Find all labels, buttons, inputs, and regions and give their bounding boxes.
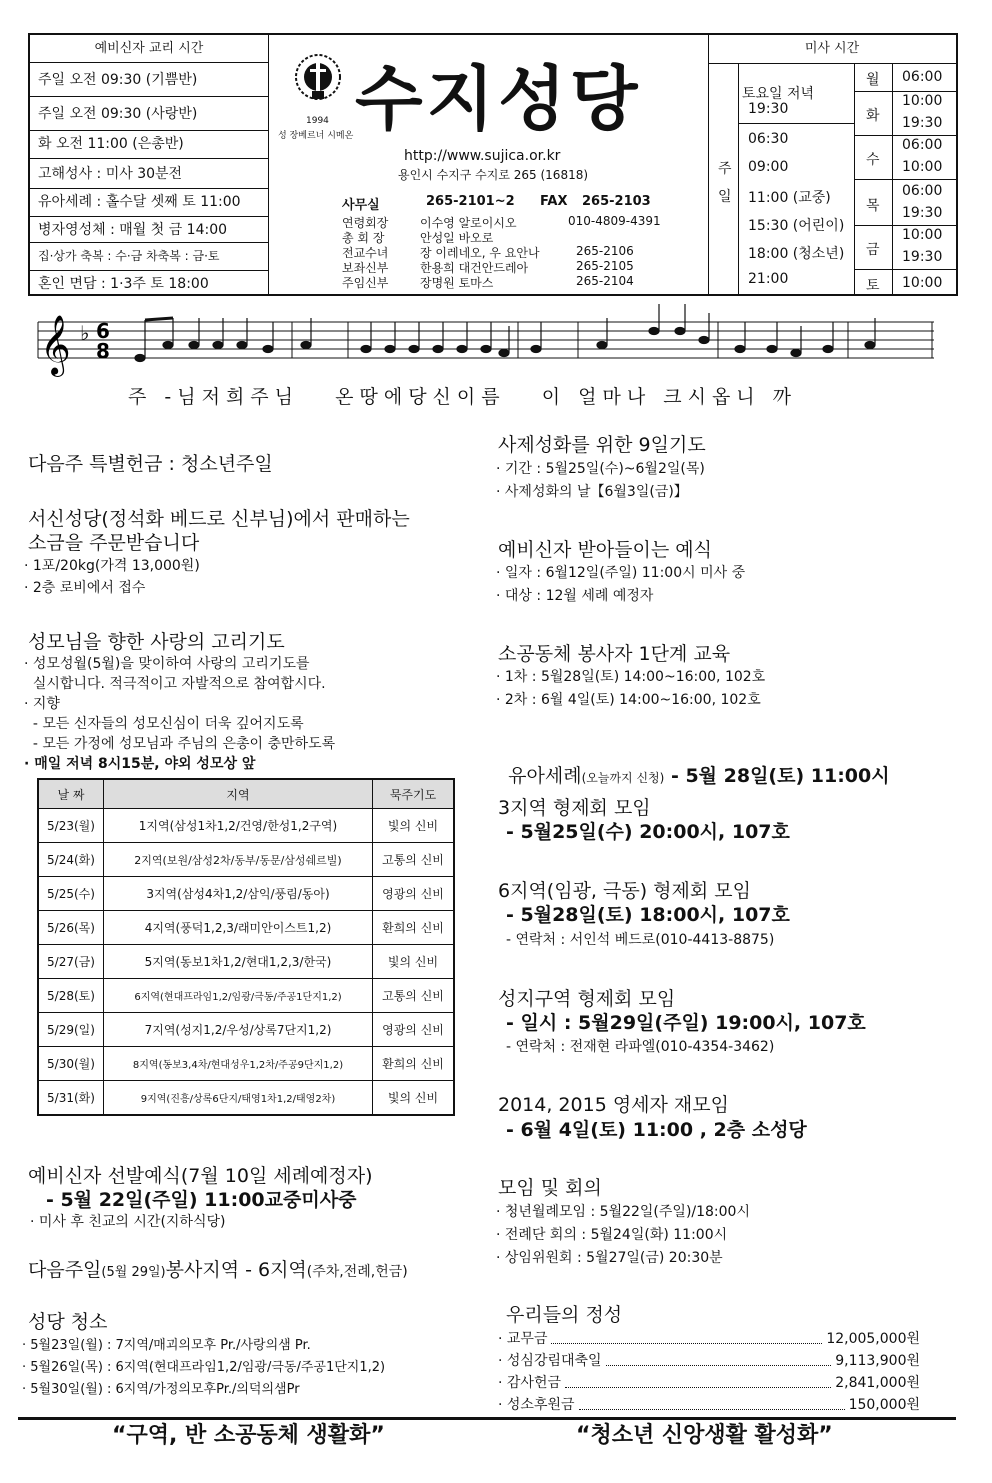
weekday-time: 06:00 xyxy=(902,69,943,85)
catechumen-date: - 5월 22일(주일) 11:00교중미사중 xyxy=(46,1189,357,1211)
district6-title: 6지역(임광, 극동) 형제회 모임 xyxy=(498,880,751,902)
svg-text:♭: ♭ xyxy=(80,321,90,345)
reunion-date: - 6월 4일(토) 11:00 , 2층 소성당 xyxy=(506,1119,807,1141)
offering-amount: 12,005,000원 xyxy=(826,1331,920,1347)
district-cell: 2지역(보원/삼성2차/동부/동문/삼성쉐르빌) xyxy=(104,843,373,877)
weekday-label: 토 xyxy=(866,278,880,294)
blessing-row: 집·상가 축복 : 수·금 차축복 : 금·토 xyxy=(30,243,268,271)
infant-baptism xyxy=(498,742,890,788)
table-header-row xyxy=(38,779,454,809)
table-row xyxy=(38,843,454,877)
fax-label: FAX xyxy=(540,194,568,209)
date-cell: 5/26(목) xyxy=(38,911,104,945)
staff-name: 한용희 대건안드레아 xyxy=(420,261,529,275)
mystery-cell: 환희의 신비 xyxy=(373,1047,455,1081)
cleaning-title: 성당 청소 xyxy=(28,1311,108,1333)
catechism-row: 주일 오전 09:30 (사랑반) xyxy=(30,97,268,131)
sunday-time: 21:00 xyxy=(748,271,789,287)
staff-phone: 265-2104 xyxy=(576,274,634,288)
divider xyxy=(708,35,709,294)
weekday-time: 10:00 xyxy=(902,227,943,243)
divider xyxy=(854,91,956,92)
table-row xyxy=(38,1013,454,1047)
sunday-time: 18:00 (청소년) xyxy=(748,246,845,262)
church-name: 수지성당 xyxy=(355,58,642,140)
weekday-time: 10:00 xyxy=(902,159,943,175)
mystery-cell: 영광의 신비 xyxy=(373,1013,455,1047)
fax-number: 265-2103 xyxy=(582,194,651,209)
footer-slogan-right: “청소년 신앙생활 활성화” xyxy=(576,1423,833,1448)
date-cell: 5/29(일) xyxy=(38,1013,104,1047)
address: 용인시 수지구 수지로 265 (16818) xyxy=(398,168,589,182)
logo-caption: 성 장베르너 시메온 xyxy=(278,131,354,141)
accept-title: 예비신자 받아들이는 예식 xyxy=(498,539,712,561)
footer-slogan-left: “구역, 반 소공동체 생활화” xyxy=(112,1423,385,1448)
date-cell: 5/30(월) xyxy=(38,1047,104,1081)
accept-item: · 일자 : 6월12일(주일) 11:00시 미사 중 xyxy=(496,565,746,581)
mystery-cell: 빛의 신비 xyxy=(373,945,455,979)
divider xyxy=(738,63,739,294)
offering-label: · 감사헌금 xyxy=(498,1375,561,1391)
staff-role: 주임신부 xyxy=(342,276,389,290)
district-cell: 1지역(삼성1차1,2/건영/한성1,2구역) xyxy=(104,809,373,843)
dot-leader xyxy=(579,1394,845,1410)
dot-leader xyxy=(565,1372,831,1388)
district6-date: - 5월28일(토) 18:00시, 107호 xyxy=(506,904,790,926)
accept-item: · 대상 : 12월 세례 예정자 xyxy=(496,588,654,604)
meeting-item: · 상임위원회 : 5월27일(금) 20:30분 xyxy=(496,1250,723,1266)
district3-title: 3지역 형제회 모임 xyxy=(498,797,651,819)
divider xyxy=(854,135,956,136)
weekday-time: 06:00 xyxy=(902,137,943,153)
confession-row: 고해성사 : 미사 30분전 xyxy=(30,159,268,189)
office-label: 사무실 xyxy=(342,198,380,213)
special-offering: 다음주 특별헌금 : 청소년주일 xyxy=(28,453,273,475)
service-mid: 봉사지역 - 6지역 xyxy=(165,1259,307,1281)
hymn-lyrics: 주 -님저희주님 온땅에당신이름 이 얼마나 크시옵니 까 xyxy=(128,386,798,408)
catechism-row: 화 오전 11:00 (은총반) xyxy=(30,131,268,159)
salt-title: 소금을 주문받습니다 xyxy=(28,532,200,554)
date-cell: 5/27(금) xyxy=(38,945,104,979)
sunday-time: 06:30 xyxy=(748,131,789,147)
date-cell: 5/31(화) xyxy=(38,1081,104,1116)
weekday-label: 월 xyxy=(866,72,880,88)
weekday-label: 금 xyxy=(866,242,880,258)
offering-label: · 성소후원금 xyxy=(498,1397,575,1413)
table-row xyxy=(38,911,454,945)
baptism-label: 유아세례 xyxy=(508,765,582,787)
svg-text:6: 6 xyxy=(96,319,110,343)
sunday-time: 11:00 (교중) xyxy=(748,190,831,206)
sunday-time: 15:30 (어린이) xyxy=(748,218,845,234)
cross-icon xyxy=(288,47,348,117)
website-link[interactable]: http://www.sujica.or.kr xyxy=(404,148,561,164)
district-cell: 3지역(삼성4차1,2/삼익/풍림/동아) xyxy=(104,877,373,911)
sungji-date: - 일시 : 5월29일(주일) 19:00시, 107호 xyxy=(506,1012,866,1034)
table-row xyxy=(38,809,454,843)
weekday-time: 10:00 xyxy=(902,275,943,291)
novena-item: · 사제성화의 날【6월3일(금)】 xyxy=(496,484,688,500)
rosary-line: - 모든 가정에 성모님과 주님의 은총이 충만하도록 xyxy=(24,736,336,752)
service-note: (주차,전례,헌금) xyxy=(306,1264,408,1280)
weekday-time: 10:00 xyxy=(902,93,943,109)
cleaning-item: · 5월23일(월) : 7지역/매괴의모후 Pr./사랑의샘 Pr. xyxy=(22,1338,311,1353)
table-row xyxy=(38,1047,454,1081)
offering-label: · 교무금 xyxy=(498,1331,548,1347)
rosary-title: 성모님을 향한 사랑의 고리기도 xyxy=(28,631,285,653)
offering-row xyxy=(498,1350,920,1370)
weekday-time: 06:00 xyxy=(902,183,943,199)
weekday-time: 19:30 xyxy=(902,205,943,221)
header-box xyxy=(28,33,958,296)
district-cell: 9지역(진흥/상록6단지/태영1차1,2/태영2차) xyxy=(104,1081,373,1116)
divider xyxy=(854,269,956,270)
offering-amount: 9,113,900원 xyxy=(835,1353,920,1369)
catechumen-note: · 미사 후 친교의 시간(지하식당) xyxy=(30,1214,226,1230)
table-header: 묵주기도 xyxy=(373,779,455,809)
meeting-title: 모임 및 회의 xyxy=(498,1177,602,1199)
table-header: 날 짜 xyxy=(38,779,104,809)
weekday-time: 19:30 xyxy=(902,249,943,265)
saturday-evening-time: 19:30 xyxy=(748,101,789,117)
rosary-schedule-table xyxy=(37,778,455,1116)
baptism-date: - 5월 28일(토) 11:00시 xyxy=(664,765,890,787)
cleaning-item: · 5월30일(월) : 6지역/가정의모후Pr./의덕의샘Pr xyxy=(22,1382,300,1397)
dot-leader xyxy=(551,1328,822,1344)
music-notation-icon xyxy=(28,300,940,380)
sick-communion-row: 병자영성체 : 매월 첫 금 14:00 xyxy=(30,217,268,243)
table-row xyxy=(38,979,454,1013)
divider xyxy=(854,225,956,226)
service-district xyxy=(28,1255,408,1282)
novena-item: · 기간 : 5월25일(수)~6월2일(목) xyxy=(496,461,705,477)
cleaning-item: · 5월26일(목) : 6지역(현대프라임1,2/임광/극동/주공1단지1,2) xyxy=(22,1360,386,1375)
novena-title: 사제성화를 위한 9일기도 xyxy=(498,434,706,456)
baptism-row: 유아세례 : 홀수달 셋째 토 11:00 xyxy=(30,189,268,217)
staff-name: 장 이레네오, 우 요안나 xyxy=(420,246,540,260)
district-cell: 8지역(동보3,4차/현대성우1,2차/주공9단지1,2) xyxy=(104,1047,373,1081)
church-logo xyxy=(288,47,348,117)
weekday-label: 수 xyxy=(866,152,880,168)
district-cell: 4지역(풍덕1,2,3/래미안이스트1,2) xyxy=(104,911,373,945)
catechism-title: 예비신자 교리 시간 xyxy=(30,35,268,63)
date-cell: 5/25(수) xyxy=(38,877,104,911)
staff-role: 전교수녀 xyxy=(342,246,389,260)
mystery-cell: 빛의 신비 xyxy=(373,809,455,843)
rosary-time: · 매일 저녁 8시15분, 야외 성모상 앞 xyxy=(24,756,256,772)
staff-name: 안성일 바오로 xyxy=(420,231,494,245)
district-cell: 5지역(동보1차1,2/현대1,2,3/한국) xyxy=(104,945,373,979)
staff-role: 연령회장 xyxy=(342,216,389,230)
district-cell: 6지역(현대프라임1,2/임광/극동/주공1단지1,2) xyxy=(104,979,373,1013)
date-cell: 5/24(화) xyxy=(38,843,104,877)
education-item: · 2차 : 6월 4일(토) 14:00~16:00, 102호 xyxy=(496,692,761,708)
mystery-cell: 빛의 신비 xyxy=(373,1081,455,1116)
music-staff xyxy=(28,300,940,380)
staff-name: 장명원 토마스 xyxy=(420,276,494,290)
sungji-contact: - 연락처 : 전재현 라파엘(010-4354-3462) xyxy=(506,1039,775,1055)
table-row xyxy=(38,945,454,979)
staff-phone: 265-2105 xyxy=(576,259,634,273)
district6-contact: - 연락처 : 서인석 베드로(010-4413-8875) xyxy=(506,932,775,948)
baptism-note: (오늘까지 신청) xyxy=(581,771,665,785)
saturday-evening-label: 토요일 저녁 xyxy=(742,86,815,102)
district3-date: - 5월25일(수) 20:00시, 107호 xyxy=(506,821,790,843)
rosary-line: · 지향 xyxy=(24,696,60,712)
catechumen-title: 예비신자 선발예식(7월 10일 세례예정자) xyxy=(28,1165,373,1187)
mystery-cell: 환희의 신비 xyxy=(373,911,455,945)
svg-text:8: 8 xyxy=(96,339,110,363)
weekday-label: 화 xyxy=(866,108,880,124)
marriage-row: 혼인 면담 : 1·3주 토 18:00 xyxy=(38,276,209,292)
divider xyxy=(854,179,956,180)
svg-text:𝄞: 𝄞 xyxy=(40,315,71,375)
offering-title: 우리들의 정성 xyxy=(506,1304,623,1326)
sunday-label: 주일 xyxy=(718,161,732,205)
meeting-item: · 청년월례모임 : 5월22일(주일)/18:00시 xyxy=(496,1204,750,1220)
salt-item: · 2층 로비에서 접수 xyxy=(24,580,146,596)
meeting-item: · 전례단 회의 : 5월24일(화) 11:00시 xyxy=(496,1227,728,1243)
rosary-line: · 성모성월(5월)을 맞이하여 사랑의 고리기도를 xyxy=(24,656,310,672)
date-cell: 5/23(월) xyxy=(38,809,104,843)
offering-row xyxy=(498,1328,920,1348)
district-cell: 7지역(성지1,2/우성/상록7단지1,2) xyxy=(104,1013,373,1047)
staff-phone: 010-4809-4391 xyxy=(568,214,661,228)
table-header: 지역 xyxy=(104,779,373,809)
sunday-time: 09:00 xyxy=(748,159,789,175)
service-title: 다음주일 xyxy=(28,1259,102,1281)
staff-name: 이수영 알로이시오 xyxy=(420,216,517,230)
offering-amount: 2,841,000원 xyxy=(835,1375,920,1391)
mystery-cell: 고통의 신비 xyxy=(373,979,455,1013)
logo-year: 1994 xyxy=(306,116,329,126)
weekday-label: 목 xyxy=(866,198,880,214)
education-item: · 1차 : 5월28일(토) 14:00~16:00, 102호 xyxy=(496,669,766,685)
offering-row xyxy=(498,1394,920,1414)
staff-role: 총 회 장 xyxy=(342,231,385,245)
sungji-title: 성지구역 형제회 모임 xyxy=(498,988,676,1010)
mystery-cell: 고통의 신비 xyxy=(373,843,455,877)
salt-item: · 1포/20kg(가격 13,000원) xyxy=(24,558,200,574)
offering-amount: 150,000원 xyxy=(848,1397,920,1413)
staff-role: 보좌신부 xyxy=(342,261,389,275)
divider xyxy=(268,35,269,294)
staff-phone: 265-2106 xyxy=(576,244,634,258)
mass-title: 미사 시간 xyxy=(708,35,956,64)
offering-label: · 성심강림대축일 xyxy=(498,1353,602,1369)
catechism-row: 주일 오전 09:30 (기쁨반) xyxy=(30,63,268,97)
offering-row xyxy=(498,1372,920,1392)
dot-leader xyxy=(606,1350,832,1366)
table-row xyxy=(38,877,454,911)
rosary-line: 실시합니다. 적극적이고 자발적으로 참여합시다. xyxy=(24,676,326,692)
education-title: 소공동체 봉사자 1단계 교육 xyxy=(498,643,731,665)
rosary-line: - 모든 신자들의 성모신심이 더욱 깊어지도록 xyxy=(24,716,304,732)
service-date: (5월 29일) xyxy=(101,1265,166,1280)
salt-title: 서신성당(정석화 베드로 신부님)에서 판매하는 xyxy=(28,508,410,530)
mystery-cell: 영광의 신비 xyxy=(373,877,455,911)
weekday-time: 19:30 xyxy=(902,115,943,131)
table-row xyxy=(38,1081,454,1116)
reunion-title: 2014, 2015 영세자 재모임 xyxy=(498,1094,729,1116)
divider xyxy=(738,123,854,124)
office-phone: 265-2101~2 xyxy=(426,194,515,209)
date-cell: 5/28(토) xyxy=(38,979,104,1013)
